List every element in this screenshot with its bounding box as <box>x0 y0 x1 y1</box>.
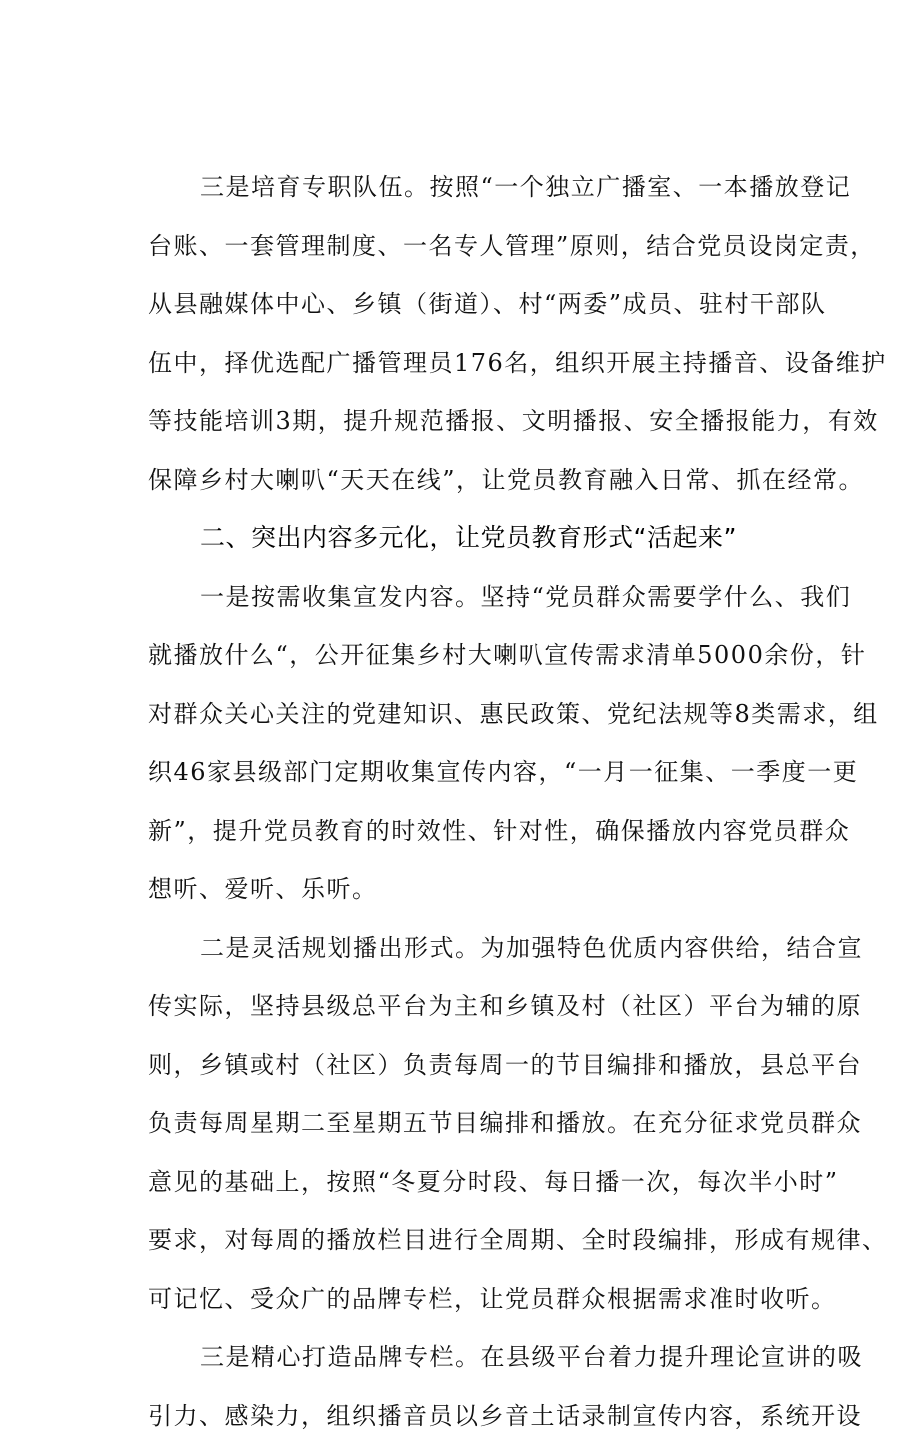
paragraph-line: 则，乡镇或村（社区）负责每周一的节目编排和播放，县总平台 <box>148 1036 824 1095</box>
paragraph-line: 新”，提升党员教育的时效性、针对性，确保播放内容党员群众 <box>148 802 824 861</box>
paragraph-line: 织46家县级部门定期收集宣传内容，“一月一征集、一季度一更 <box>148 743 824 802</box>
paragraph-line: 伍中，择优选配广播管理员176名，组织开展主持播音、设备维护 <box>148 334 824 393</box>
paragraph-line: 一是按需收集宣发内容。坚持“党员群众需要学什么、我们 <box>148 568 824 627</box>
paragraph-line: 三是培育专职队伍。按照“一个独立广播室、一本播放登记 <box>148 158 824 217</box>
paragraph-line: 想听、爱听、乐听。 <box>148 860 824 919</box>
paragraph-line: 等技能培训3期，提升规范播报、文明播报、安全播报能力，有效 <box>148 392 824 451</box>
paragraph-line: 要求，对每周的播放栏目进行全周期、全时段编排，形成有规律、 <box>148 1211 824 1270</box>
paragraph-line: 二是灵活规划播出形式。为加强特色优质内容供给，结合宣 <box>148 919 824 978</box>
paragraph-line: 从县融媒体中心、乡镇（街道）、村“两委”成员、驻村干部队 <box>148 275 824 334</box>
paragraph-line: 负责每周星期二至星期五节目编排和播放。在充分征求党员群众 <box>148 1094 824 1153</box>
paragraph-line: 三是精心打造品牌专栏。在县级平台着力提升理论宣讲的吸 <box>148 1328 824 1387</box>
section-heading: 二、突出内容多元化，让党员教育形式“活起来” <box>148 509 824 568</box>
paragraph-line: 台账、一套管理制度、一名专人管理”原则，结合党员设岗定责， <box>148 217 824 276</box>
paragraph-line: 可记忆、受众广的品牌专栏，让党员群众根据需求准时收听。 <box>148 1270 824 1329</box>
document-body <box>148 158 824 1445</box>
paragraph-line: 对群众关心关注的党建知识、惠民政策、党纪法规等8类需求，组 <box>148 685 824 744</box>
paragraph-line: 就播放什么“，公开征集乡村大喇叭宣传需求清单5000余份，针 <box>148 626 824 685</box>
paragraph-line: 引力、感染力，组织播音员以乡音土话录制宣传内容，系统开设 <box>148 1387 824 1445</box>
paragraph-line: 保障乡村大喇叭“天天在线”，让党员教育融入日常、抓在经常。 <box>148 451 824 510</box>
paragraph-line: 传实际，坚持县级总平台为主和乡镇及村（社区）平台为辅的原 <box>148 977 824 1036</box>
paragraph-line: 意见的基础上，按照“冬夏分时段、每日播一次，每次半小时” <box>148 1153 824 1212</box>
